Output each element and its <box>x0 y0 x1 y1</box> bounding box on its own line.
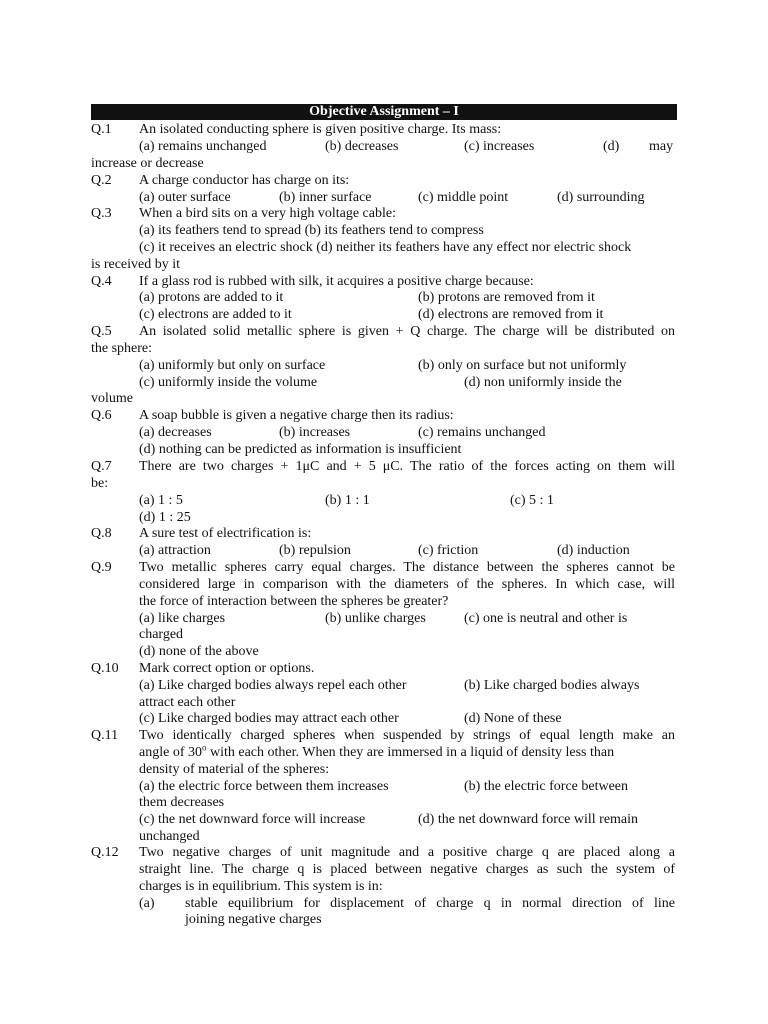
option-c: (c) remains unchanged <box>418 425 546 440</box>
option-c: (c) middle point <box>418 190 509 205</box>
question-stem: A sure test of electrification is: <box>139 526 312 541</box>
question-stem: An isolated conducting sphere is given positive charge. Its mass: <box>139 122 502 137</box>
option-d: (d) 1 : 25 <box>139 510 191 525</box>
assignment-title: Objective Assignment – I <box>91 104 677 120</box>
question-stem: Mark correct option or options. <box>139 661 315 676</box>
degree-superscript: o <box>201 742 207 753</box>
option-d-continued: volume <box>91 391 133 406</box>
option-d: (d) the net downward force will remain <box>418 812 639 827</box>
option-d-continued: unchanged <box>139 829 200 844</box>
option-d: (d) none of the above <box>139 644 259 659</box>
option-d: (d) surrounding <box>557 190 645 205</box>
option-c: (c) the net downward force will increase <box>139 812 366 827</box>
question-number: Q.9 <box>91 560 112 575</box>
option-b: (b) 1 : 1 <box>325 493 370 508</box>
option-a: (a) protons are added to it <box>139 290 284 305</box>
options-a-b: (a) its feathers tend to spread (b) its feathers tend to compress <box>139 223 484 238</box>
option-a-label: (a) <box>139 896 155 911</box>
option-b: (b) inner surface <box>279 190 372 205</box>
option-b: (b) increases <box>279 425 351 440</box>
option-c: (c) 5 : 1 <box>510 493 554 508</box>
option-a: (a) uniformly but only on surface <box>139 358 326 373</box>
option-d: (d) None of these <box>464 711 562 726</box>
question-stem-line-3: charges is in equilibrium. This system is in: <box>139 879 383 894</box>
question-number: Q.3 <box>91 206 112 221</box>
option-b: (b) protons are removed from it <box>418 290 595 305</box>
option-c: (c) increases <box>464 139 535 154</box>
question-stem-continued: the sphere: <box>91 341 153 356</box>
option-a-continued: joining negative charges <box>185 912 322 927</box>
question-stem-continued: be: <box>91 476 109 491</box>
option-c-continued: charged <box>139 627 184 642</box>
question-stem: When a bird sits on a very high voltage cable: <box>139 206 396 221</box>
option-a: (a) Like charged bodies always repel each other <box>139 678 407 693</box>
question-stem: A soap bubble is given a negative charge then its radius: <box>139 408 454 423</box>
option-b: (b) Like charged bodies always <box>464 678 640 693</box>
question-number: Q.12 <box>91 845 119 860</box>
question-number: Q.10 <box>91 661 119 676</box>
option-c: (c) Like charged bodies may attract each other <box>139 711 399 726</box>
question-stem: Two identically charged spheres when suspended by strings of equal length make an <box>139 728 675 743</box>
question-stem-line-2: straight line. The charge q is placed between negative charges as such the system of <box>139 862 675 877</box>
option-a: (a) like charges <box>139 611 226 626</box>
option-d: (d) electrons are removed from it <box>418 307 604 322</box>
option-b-continued: attract each other <box>139 695 236 710</box>
question-stem: If a glass rod is rubbed with silk, it acquires a positive charge because: <box>139 274 534 289</box>
option-d-continued: increase or decrease <box>91 156 204 171</box>
option-d: (d) non uniformly inside the <box>464 375 622 390</box>
question-number: Q.1 <box>91 122 112 137</box>
option-c: (c) one is neutral and other is <box>464 611 628 626</box>
option-d: (d) nothing can be predicted as information is insufficient <box>139 442 462 457</box>
question-stem-line-3: density of material of the spheres: <box>139 762 330 777</box>
option-c: (c) friction <box>418 543 479 558</box>
question-stem-line-3: the force of interaction between the spheres be greater? <box>139 594 449 609</box>
option-b: (b) only on surface but not uniformly <box>418 358 627 373</box>
question-stem-line-2 <box>139 742 615 762</box>
question-number: Q.5 <box>91 324 112 339</box>
option-d-continued: is received by it <box>91 257 181 272</box>
option-d-text: may <box>649 139 674 154</box>
option-b-continued: them decreases <box>139 795 225 810</box>
question-stem: There are two charges + 1μC and + 5 μC. The ratio of the forces acting on them will <box>139 459 675 474</box>
question-stem: Two metallic spheres carry equal charges. The distance between the spheres cannot be <box>139 560 675 575</box>
stem-text: with each other. When they are immersed in a liquid of density less than <box>206 745 615 760</box>
question-stem: Two negative charges of unit magnitude and a positive charge q are placed along a <box>139 845 675 860</box>
option-a: (a) outer surface <box>139 190 231 205</box>
question-stem: An isolated solid metallic sphere is given + Q charge. The charge will be distributed on <box>139 324 675 339</box>
angle-text: angle of 30 <box>139 745 202 760</box>
option-b: (b) decreases <box>325 139 399 154</box>
question-number: Q.2 <box>91 173 112 188</box>
option-a: (a) decreases <box>139 425 212 440</box>
option-b: (b) the electric force between <box>464 779 629 794</box>
option-b: (b) unlike charges <box>325 611 426 626</box>
option-c: (c) uniformly inside the volume <box>139 375 318 390</box>
question-number: Q.6 <box>91 408 112 423</box>
options-c-d: (c) it receives an electric shock (d) neither its feathers have any effect nor electric shock <box>139 240 632 255</box>
question-number: Q.7 <box>91 459 112 474</box>
question-stem-line-2: considered large in comparison with the diameters of the spheres. In which case, will <box>139 577 675 592</box>
question-number: Q.8 <box>91 526 112 541</box>
option-d: (d) <box>603 139 620 154</box>
option-d: (d) induction <box>557 543 630 558</box>
question-stem: A charge conductor has charge on its: <box>139 173 350 188</box>
option-a: (a) the electric force between them increases <box>139 779 389 794</box>
option-a: (a) 1 : 5 <box>139 493 183 508</box>
question-number: Q.11 <box>91 728 119 743</box>
option-a: (a) remains unchanged <box>139 139 267 154</box>
option-b: (b) repulsion <box>279 543 351 558</box>
option-a: stable equilibrium for displacement of charge q in normal direction of line <box>185 896 675 911</box>
question-number: Q.4 <box>91 274 112 289</box>
option-c: (c) electrons are added to it <box>139 307 292 322</box>
option-a: (a) attraction <box>139 543 211 558</box>
